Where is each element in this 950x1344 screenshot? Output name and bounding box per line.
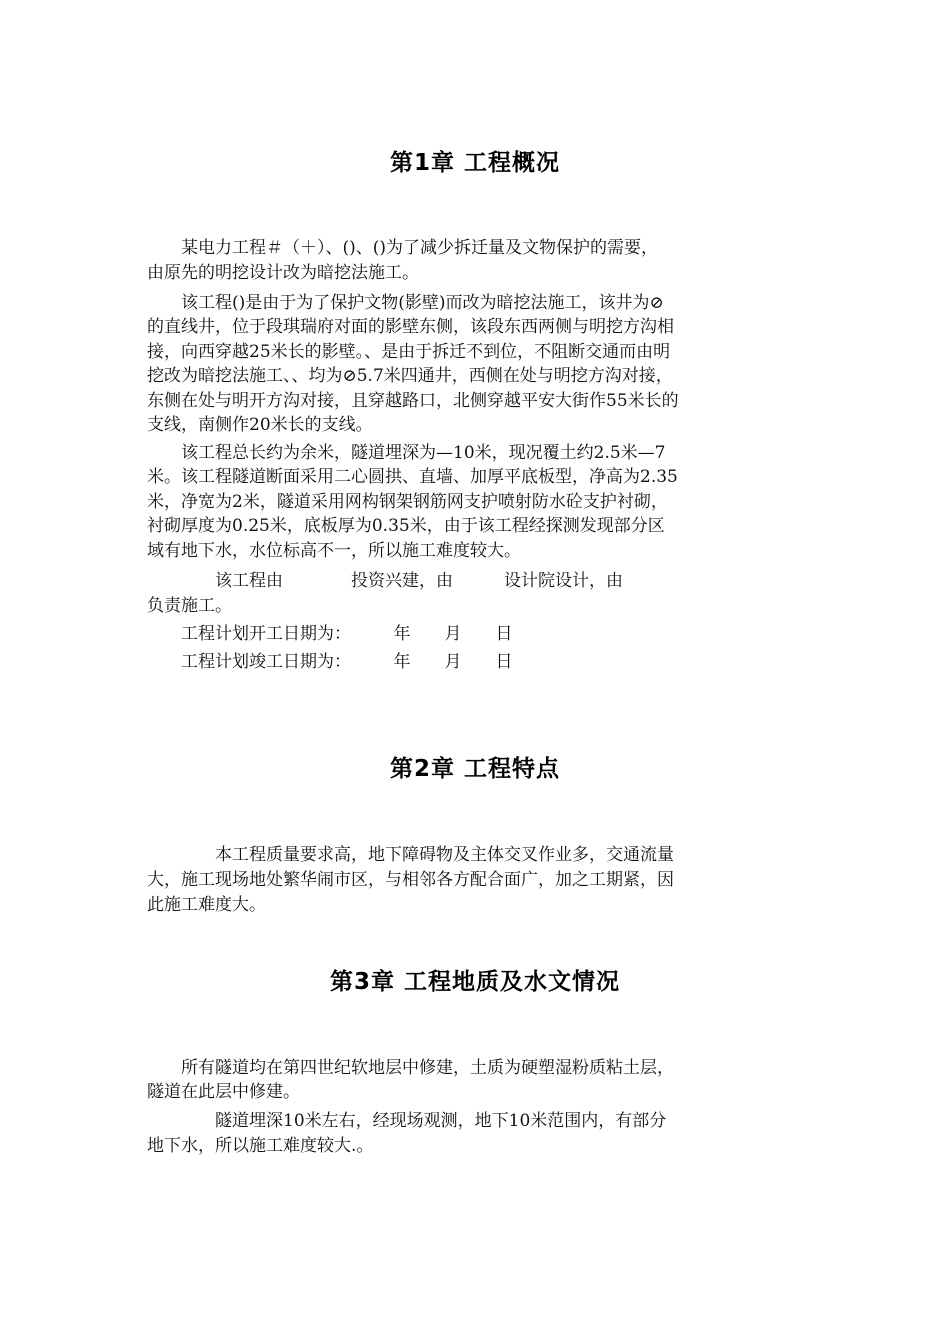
ch1-para2-line5: 东侧在处与明开方沟对接，且穿越路口，北侧穿越平安大街作55米长的 xyxy=(147,391,679,411)
ch1-para2-line3: 接，向西穿越25米长的影壁。、是由于拆迁不到位，不阻断交通而由明 xyxy=(147,342,671,362)
ch3-line4: 地下水，所以施工难度较大.。 xyxy=(147,1136,374,1156)
chapter-3-title: 第3章 工程地质及水文情况 xyxy=(329,969,620,995)
ch1-para3-line1: 该工程总长约为余米，隧道埋深为—10米，现况覆土约2.5米—7 xyxy=(147,443,666,463)
ch2-line3: 此施工难度大。 xyxy=(147,895,266,915)
ch2-line1: 本工程质量要求高，地下障碍物及主体交叉作业多，交通流量 xyxy=(147,845,674,865)
ch1-start-date: 工程计划开工日期为： 年 月 日 xyxy=(147,624,513,644)
ch3-line1: 所有隧道均在第四世纪软地层中修建，土质为硬塑湿粉质粘土层， xyxy=(147,1058,674,1078)
ch1-para1-line2: 由原先的明挖设计改为暗挖法施工。 xyxy=(147,263,419,283)
ch1-para2-line2: 的直线井，位于段琪瑞府对面的影壁东侧，该段东西两侧与明挖方沟相 xyxy=(147,317,674,337)
chapter-1-title: 第1章 工程概况 xyxy=(389,150,560,176)
ch1-para3-line4: 衬砌厚度为0.25米，底板厚为0.35米，由于该工程经探测发现部分区 xyxy=(147,516,665,536)
ch1-para2-line6: 支线，南侧作20米长的支线。 xyxy=(147,415,373,435)
ch1-para4-line1: 该工程由 投资兴建，由 设计院设计，由 xyxy=(147,571,623,591)
chapter-2-title: 第2章 工程特点 xyxy=(389,756,560,782)
ch1-para3-line5: 域有地下水，水位标高不一，所以施工难度较大。 xyxy=(147,541,521,561)
ch1-para2-line4: 挖改为暗挖法施工、、均为⊘5.7米四通井，西侧在处与明挖方沟对接， xyxy=(147,366,673,386)
ch1-para3-line3: 米，净宽为2米，隧道采用网构钢架钢筋网支护喷射防水砼支护衬砌， xyxy=(147,492,668,512)
ch2-line2: 大，施工现场地处繁华闹市区，与相邻各方配合面广，加之工期紧，因 xyxy=(147,870,674,890)
ch1-para1-line1: 某电力工程＃（＋）、()、()为了减少拆迁量及文物保护的需要， xyxy=(147,238,659,258)
ch1-para4-line2: 负责施工。 xyxy=(147,596,232,616)
ch1-end-date: 工程计划竣工日期为： 年 月 日 xyxy=(147,652,513,672)
ch1-para2-line1: 该工程()是由于为了保护文物(影壁)而改为暗挖法施工，该井为⊘ xyxy=(147,293,664,313)
ch1-para3-line2: 米。该工程隧道断面采用二心圆拱、直墙、加厚平底板型，净高为2.35 xyxy=(147,467,678,487)
ch3-line2: 隧道在此层中修建。 xyxy=(147,1082,300,1102)
ch3-line3: 隧道埋深10米左右，经现场观测，地下10米范围内，有部分 xyxy=(147,1111,667,1131)
